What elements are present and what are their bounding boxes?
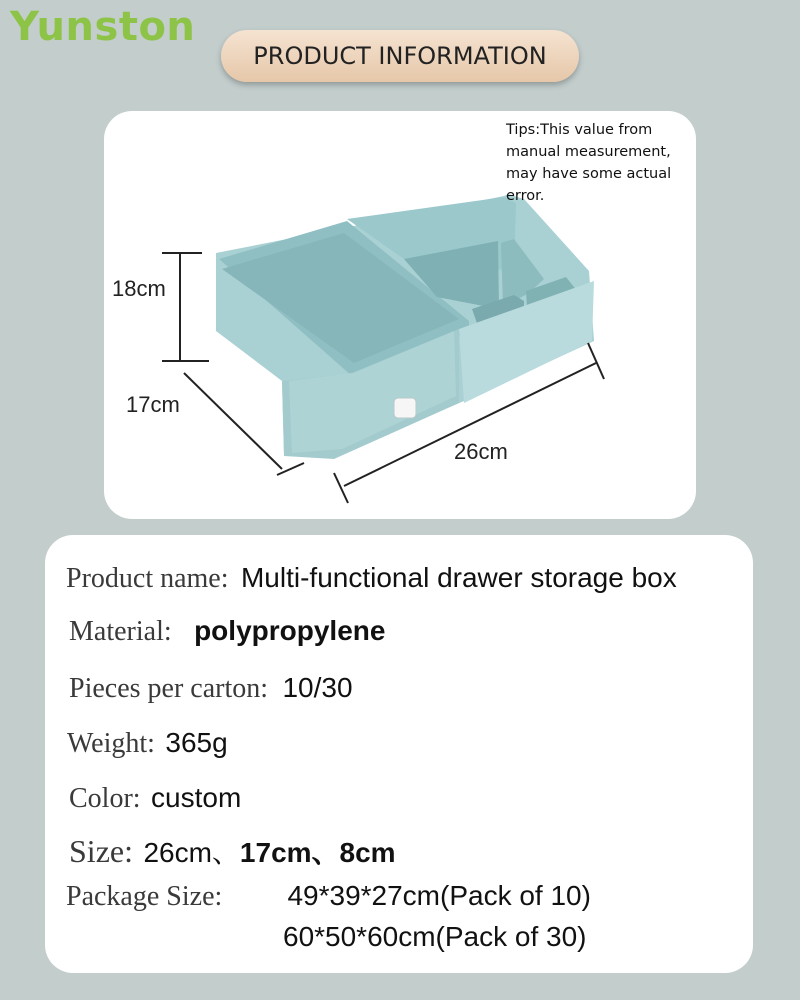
dimension-width-label: 26cm: [454, 439, 508, 464]
package-size-value-2: 60*50*60cm(Pack of 30): [283, 921, 587, 952]
product-name-label: Product name:: [66, 563, 229, 594]
product-info-card: [45, 535, 753, 973]
weight-row: [67, 727, 228, 760]
size-value-part2: 17cm、8cm: [239, 837, 396, 868]
pieces-per-carton-row: [69, 672, 353, 705]
product-name-row: [66, 562, 677, 595]
package-size-row: [66, 880, 591, 913]
size-row: [69, 831, 396, 871]
measurement-tips: Tips:This value from manual measurement, may have some actual error.: [506, 122, 672, 204]
product-name-value: Multi-functional drawer storage box: [240, 562, 677, 593]
color-label: Color:: [69, 783, 141, 814]
dimension-depth-label: 17cm: [126, 392, 180, 417]
brand-logo: Yunston: [10, 4, 196, 50]
weight-label: Weight:: [67, 728, 155, 759]
product-image-card: [104, 111, 696, 519]
page-title: PRODUCT INFORMATION: [221, 30, 579, 82]
size-label: Size:: [69, 833, 133, 869]
material-row: [69, 615, 385, 648]
color-value: custom: [151, 782, 242, 813]
material-value: polypropylene: [194, 615, 386, 646]
color-row: [69, 782, 241, 815]
package-size-row-2: [283, 921, 587, 953]
pieces-per-carton-value: 10/30: [282, 672, 353, 703]
weight-value: 365g: [165, 727, 228, 758]
package-size-value-1: 49*39*27cm(Pack of 10): [287, 880, 591, 911]
size-value-part1: 26cm、: [143, 837, 240, 868]
dimension-height-label: 18cm: [112, 276, 166, 301]
package-size-label: Package Size:: [66, 881, 223, 912]
pieces-per-carton-label: Pieces per carton:: [69, 673, 269, 704]
material-label: Material:: [69, 616, 172, 647]
